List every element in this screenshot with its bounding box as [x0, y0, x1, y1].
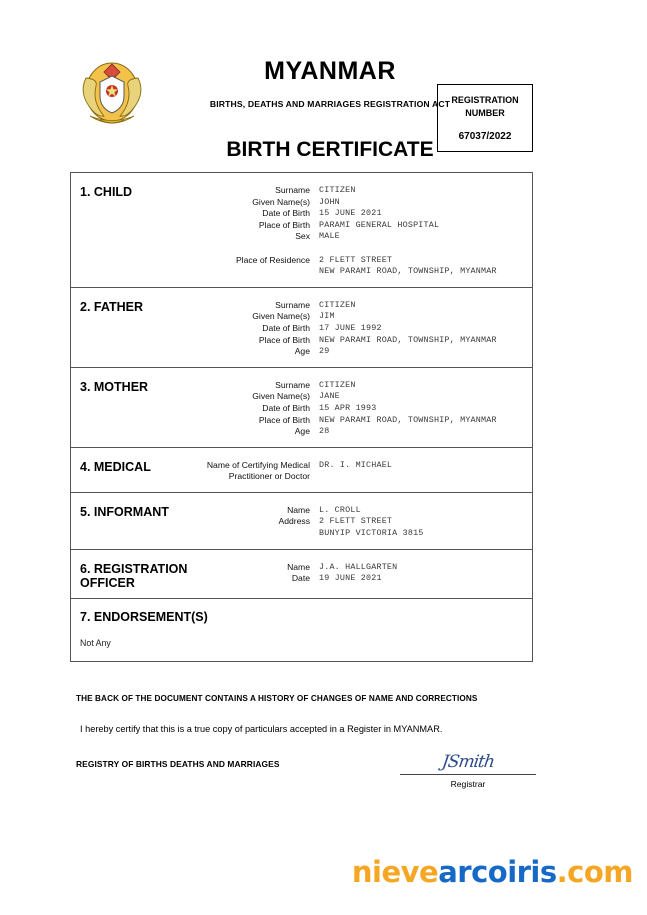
value-place-of-birth: PARAMI GENERAL HOSPITAL [319, 219, 440, 230]
value-age: 29 [319, 346, 330, 357]
section-mother-title: 3. MOTHER [80, 379, 149, 394]
section-informant-labels [189, 505, 317, 540]
section-informant-values [317, 505, 532, 540]
section-officer-title: 6. REGISTRATION OFFICER [80, 561, 188, 590]
label-date-of-birth: Date of Birth [262, 402, 310, 413]
value-residence-line2: NEW PARAMI ROAD, TOWNSHIP, MYANMAR [319, 266, 497, 277]
label-surname: Surname [275, 185, 310, 195]
section-medical-title: 4. MEDICAL [80, 459, 151, 474]
certification-statement: I hereby certify that this is a true copy of particulars accepted in a Register in MYANMAR. [80, 724, 443, 734]
section-endorsements-title: 7. ENDORSEMENT(S) [80, 609, 208, 624]
label-surname: Surname [275, 299, 310, 310]
label-certifying-medical: Name of Certifying Medical [206, 459, 310, 470]
section-endorsements [71, 599, 532, 662]
section-informant-title: 5. INFORMANT [80, 504, 169, 519]
registration-number-value: 67037/2022 [458, 131, 512, 142]
section-endorsements-text: Not Any [80, 637, 111, 648]
label-date-of-birth: Date of Birth [262, 208, 310, 219]
label-given-names: Given Name(s) [252, 311, 310, 322]
value-spacer [319, 243, 532, 255]
value-given-names: JIM [319, 311, 335, 322]
label-place-of-residence: Place of Residence [235, 254, 310, 265]
label-practitioner: Practitioner or Doctor [228, 471, 310, 482]
value-doctor-name: DR. I. MICHAEL [319, 459, 393, 470]
label-name: Name [287, 504, 310, 515]
section-child-labels [189, 185, 317, 278]
section-mother-values [317, 380, 532, 438]
country-title: MYANMAR [264, 57, 396, 85]
value-informant-name: L. CROLL [319, 504, 361, 515]
label-address: Address [278, 516, 310, 527]
registration-label-line1: REGISTRATION [451, 95, 519, 105]
section-father [71, 288, 532, 368]
label-date-of-birth: Date of Birth [262, 322, 310, 333]
section-mother [71, 368, 532, 448]
value-address-line1: 2 FLETT STREET [319, 516, 393, 527]
value-place-of-birth: NEW PARAMI ROAD, TOWNSHIP, MYANMAR [319, 414, 497, 425]
section-medical [71, 448, 532, 493]
act-subtitle: BIRTHS, DEATHS AND MARRIAGES REGISTRATION ACT [209, 99, 451, 109]
site-watermark [0, 855, 647, 889]
label-place-of-birth: Place of Birth [258, 219, 310, 230]
coat-of-arms-icon [70, 58, 154, 126]
section-registration-officer [71, 550, 532, 599]
signature-caption: Registrar [450, 779, 486, 789]
label-date: Date [291, 573, 310, 584]
label-place-of-birth: Place of Birth [258, 414, 310, 425]
back-of-document-note: THE BACK OF THE DOCUMENT CONTAINS A HISTORY OF CHANGES OF NAME AND CORRECTIONS [76, 694, 478, 703]
label-age: Age [294, 346, 310, 357]
value-date-of-birth: 17 JUNE 1992 [319, 322, 382, 333]
label-given-names: Given Name(s) [252, 391, 310, 402]
label-name: Name [287, 561, 310, 572]
value-surname: CITIZEN [319, 299, 356, 310]
section-officer-values [317, 562, 532, 589]
registration-label-line2: NUMBER [465, 108, 505, 118]
watermark-part2: arcoiris [438, 855, 557, 889]
section-father-title: 2. FATHER [80, 299, 143, 314]
section-medical-values [317, 460, 532, 483]
label-age: Age [294, 426, 310, 437]
watermark-part3: .com [556, 855, 633, 889]
value-residence-line1: 2 FLETT STREET [319, 254, 393, 265]
value-sex: MALE [319, 231, 340, 242]
section-officer-labels [217, 562, 317, 589]
value-surname: CITIZEN [319, 379, 356, 390]
registrar-signature: JSmith [440, 752, 496, 772]
signature-block [398, 750, 538, 789]
section-child-values [317, 185, 532, 278]
label-given-names: Given Name(s) [252, 196, 310, 207]
value-date-of-birth: 15 APR 1993 [319, 402, 377, 413]
label-spacer [189, 243, 310, 255]
value-date-of-birth: 15 JUNE 2021 [319, 208, 382, 219]
value-address-line2: BUNYIP VICTORIA 3815 [319, 528, 424, 539]
document-header [0, 0, 647, 161]
value-given-names: JOHN [319, 196, 340, 207]
value-officer-name: J.A. HALLGARTEN [319, 561, 398, 572]
section-child [71, 173, 532, 288]
section-child-title: 1. CHILD [80, 185, 133, 199]
section-mother-labels [189, 380, 317, 438]
registry-office-name: REGISTRY OF BIRTHS DEATHS AND MARRIAGES [76, 759, 280, 769]
label-sex: Sex [295, 231, 310, 242]
value-officer-date: 19 JUNE 2021 [319, 573, 382, 584]
watermark-part1: nieve [351, 855, 439, 889]
value-place-of-birth: NEW PARAMI ROAD, TOWNSHIP, MYANMAR [319, 334, 497, 345]
label-place-of-birth: Place of Birth [258, 334, 310, 345]
section-father-values [317, 300, 532, 358]
value-age: 28 [319, 426, 330, 437]
signature-line [400, 774, 536, 775]
value-given-names: JANE [319, 391, 340, 402]
label-surname: Surname [275, 379, 310, 390]
document-title: BIRTH CERTIFICATE [226, 138, 434, 161]
section-father-labels [189, 300, 317, 358]
certificate-table [70, 172, 533, 662]
value-surname: CITIZEN [319, 185, 356, 195]
section-medical-labels [189, 460, 317, 483]
section-informant [71, 493, 532, 550]
